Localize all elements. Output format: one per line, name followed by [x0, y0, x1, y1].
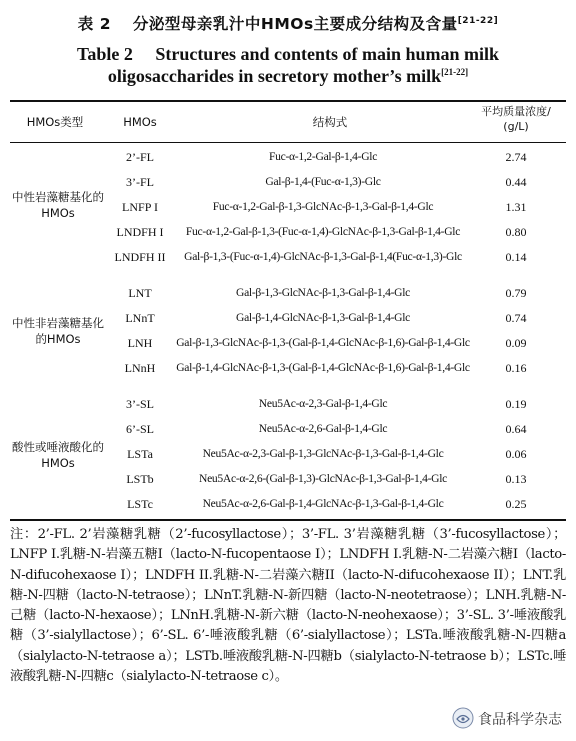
- watermark: [452, 704, 572, 732]
- row-concentration: 0.16: [505, 361, 527, 375]
- row-abbr: LNFP I: [122, 200, 158, 214]
- row-abbr: LNH: [127, 336, 153, 350]
- group-label-line: 中性非岩藻糖基化: [12, 316, 104, 330]
- header-structure: 结构式: [312, 115, 348, 129]
- row-structure: Gal-β-1,4-GlcNAc-β-1,3-Gal-β-1,4-Glc: [236, 311, 410, 324]
- table-row: [0, 282, 576, 307]
- row-structure: Neu5Ac-α-2,3-Gal-β-1,4-Glc: [258, 397, 388, 410]
- table-row: [0, 357, 576, 382]
- row-structure: Fuc-α-1,2-Gal-β-1,3-(Fuc-α-1,4)-GlcNAc-β-1,3-Gal-β-1,4-Glc: [185, 225, 461, 238]
- row-concentration: 0.44: [505, 175, 527, 189]
- row-structure: Neu5Ac-α-2,3-Gal-β-1,3-GlcNAc-β-1,3-Gal-β-1,4-Glc: [202, 447, 444, 460]
- row-abbr: 6’-SL: [126, 422, 154, 436]
- group-label-line: HMOs: [41, 206, 75, 220]
- row-abbr: LSTc: [127, 497, 153, 511]
- row-abbr: LNT: [128, 286, 152, 300]
- table-row: [0, 393, 576, 418]
- table-row: [0, 307, 576, 332]
- row-abbr: LNDFH I: [116, 225, 164, 239]
- row-concentration: 0.13: [505, 472, 527, 486]
- table-caption-cn: 表 2 分泌型母亲乳汁中HMOs主要成分结构及含量[21-22]: [77, 15, 499, 33]
- row-structure: Gal-β-1,3-(Fuc-α-1,4)-GlcNAc-β-1,3-Gal-β-1,4(Fuc-α-1,3)-Glc: [184, 250, 462, 263]
- table-header-rule: [10, 142, 566, 143]
- row-abbr: LSTa: [127, 447, 153, 461]
- row-structure: Neu5Ac-α-2,6-(Gal-β-1,3)-GlcNAc-β-1,3-Gal-β-1,4-Glc: [199, 472, 447, 485]
- row-concentration: 0.64: [505, 422, 527, 436]
- row-concentration: 2.74: [505, 150, 527, 164]
- row-concentration: 1.31: [505, 200, 527, 214]
- row-structure: Gal-β-1,3-GlcNAc-β-1,3-(Gal-β-1,4-GlcNAc-β-1,6)-Gal-β-1,4-Glc: [176, 336, 470, 349]
- row-abbr: 3’-FL: [126, 175, 154, 189]
- table-footnote: 注：2’-FL. 2’岩藻糖乳糖（2’-fucosyllactose）；3’-FL. 3’岩藻糖乳糖（3’-fucosyllactose）；LNFP I.乳糖-N-岩藻五糖I（lacto-N-fucopentaose I）；LNDFH I.乳糖-N-二岩藻六糖I（lacto-N-difucohexaose I）；LNDFH II.乳糖-N-二岩藻六糖II（lacto-N-difucohexaose II）；LNT.乳糖-N-四糖（lacto-N-tetraose）；LNnT.乳糖-N-新四糖（lacto-N-neotetraose）；LNH.乳糖-N-己糖（lacto-N-hexaose）；LNnH.乳糖-N-新六糖（lacto-N-neohexaose）；3’-SL. 3’-唾液酸乳糖（3’-sialyllactose）；6’-SL. 6’-唾液酸乳糖（6’-sialyllactose）；LSTa.唾液酸乳糖-N-四糖a（sialylacto-N-tetraose a）；LSTb.唾液酸乳糖-N-四糖b（sialylacto-N-tetraose b）；LSTc.唾液酸乳糖-N-四糖c（sialylacto-N-tetraose c）。: [10, 527, 566, 685]
- header-concentration: [470, 104, 562, 134]
- table-row: [0, 196, 576, 221]
- row-abbr: LNnT: [125, 311, 155, 325]
- row-structure: Neu5Ac-α-2,6-Gal-β-1,4-GlcNAc-β-1,3-Gal-β-1,4-Glc: [202, 497, 444, 510]
- table-row: [0, 493, 576, 518]
- row-concentration: 0.74: [505, 311, 527, 325]
- header-hmos: HMOs: [123, 115, 157, 129]
- group-label-line: HMOs: [41, 456, 75, 470]
- row-concentration: 0.14: [505, 250, 527, 264]
- header-type: HMOs类型: [26, 115, 84, 129]
- table-bottom-rule: [10, 519, 566, 521]
- table-caption-en-line1: Table 2 Structures and contents of main human milk: [76, 44, 500, 64]
- table-row: [0, 246, 576, 271]
- row-structure: Gal-β-1,3-GlcNAc-β-1,3-Gal-β-1,4-Glc: [236, 286, 410, 299]
- row-structure: Gal-β-1,4-GlcNAc-β-1,3-(Gal-β-1,4-GlcNAc-β-1,6)-Gal-β-1,4-Glc: [176, 361, 470, 374]
- table-row: [0, 221, 576, 246]
- group-label-line: 中性岩藻糖基化的: [12, 190, 104, 204]
- row-concentration: 0.06: [505, 447, 527, 461]
- caption-cn-ref: [21-22]: [457, 15, 499, 26]
- header-concentration-line2: (g/L): [503, 120, 529, 133]
- wechat-channel-icon: [452, 707, 474, 729]
- row-structure: Fuc-α-1,2-Gal-β-1,3-GlcNAc-β-1,3-Gal-β-1,4-Glc: [212, 200, 434, 213]
- table-row: [0, 468, 576, 493]
- table-row: [0, 443, 576, 468]
- row-concentration: 0.80: [505, 225, 527, 239]
- row-abbr: LNnH: [124, 361, 156, 375]
- row-abbr: LNDFH II: [114, 250, 166, 264]
- group-label-line: 的HMOs: [35, 332, 81, 346]
- row-abbr: 2’-FL: [126, 150, 154, 164]
- table-row: [0, 332, 576, 357]
- row-concentration: 0.25: [505, 497, 527, 511]
- header-concentration-line1: 平均质量浓度/: [481, 105, 551, 118]
- table-row: [0, 418, 576, 443]
- row-structure: Neu5Ac-α-2,6-Gal-β-1,4-Glc: [258, 422, 388, 435]
- table-row: [0, 171, 576, 196]
- row-abbr: LSTb: [126, 472, 154, 486]
- row-concentration: 0.09: [505, 336, 527, 350]
- table-caption-en-line2: oligosaccharides in secretory mother’s milk[21-22]: [107, 66, 469, 86]
- caption-en-ref: [21-22]: [441, 67, 469, 77]
- table-row: [0, 146, 576, 171]
- row-structure: Gal-β-1,4-(Fuc-α-1,3)-Glc: [265, 175, 381, 188]
- row-concentration: 0.79: [505, 286, 527, 300]
- group-label-line: 酸性或唾液酸化的: [12, 440, 104, 454]
- row-concentration: 0.19: [505, 397, 527, 411]
- watermark-text: 食品科学杂志: [478, 709, 562, 729]
- row-abbr: 3’-SL: [126, 397, 154, 411]
- table-top-rule: [10, 100, 566, 102]
- row-structure: Fuc-α-1,2-Gal-β-1,4-Glc: [268, 150, 378, 163]
